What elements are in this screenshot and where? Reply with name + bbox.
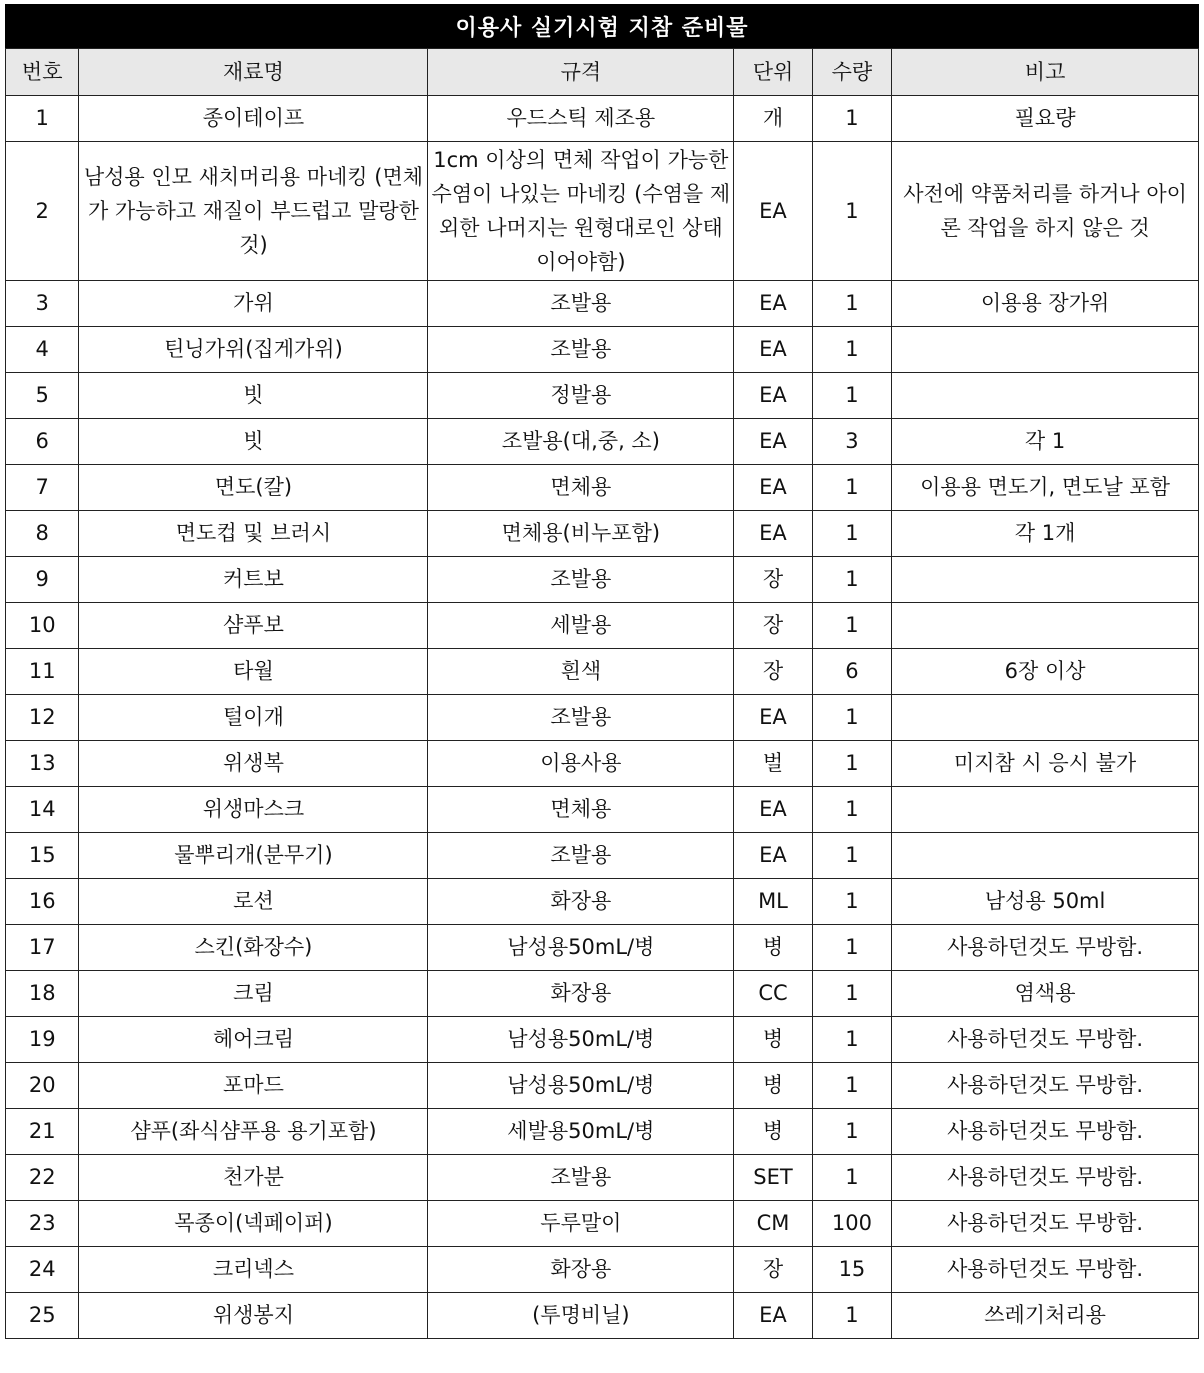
cell-note	[892, 787, 1199, 833]
table-row	[6, 327, 1199, 373]
cell-note: 6장 이상	[892, 649, 1199, 695]
cell-unit: EA	[734, 419, 812, 465]
cell-name: 면도컵 및 브러시	[79, 511, 428, 557]
cell-note: 사용하던것도 무방함.	[892, 1109, 1199, 1155]
cell-note: 쓰레기처리용	[892, 1293, 1199, 1339]
cell-unit: 병	[734, 1063, 812, 1109]
table-row	[6, 603, 1199, 649]
table-row	[6, 1017, 1199, 1063]
cell-note: 미지참 시 응시 불가	[892, 741, 1199, 787]
cell-unit: EA	[734, 695, 812, 741]
cell-qty: 1	[812, 695, 891, 741]
cell-no: 7	[6, 465, 79, 511]
cell-name: 목종이(넥페이퍼)	[79, 1201, 428, 1247]
cell-name: 털이개	[79, 695, 428, 741]
cell-no: 18	[6, 971, 79, 1017]
cell-spec: (투명비닐)	[428, 1293, 734, 1339]
cell-no: 10	[6, 603, 79, 649]
table-row	[6, 1063, 1199, 1109]
header-spec: 규격	[428, 49, 734, 96]
cell-name: 위생복	[79, 741, 428, 787]
cell-name: 물뿌리개(분무기)	[79, 833, 428, 879]
cell-name: 면도(칼)	[79, 465, 428, 511]
table-body	[6, 96, 1199, 1339]
cell-name: 샴푸(좌식샴푸용 용기포함)	[79, 1109, 428, 1155]
supplies-table	[5, 48, 1199, 1339]
cell-no: 17	[6, 925, 79, 971]
cell-name: 로션	[79, 879, 428, 925]
cell-unit: 병	[734, 1017, 812, 1063]
cell-qty: 1	[812, 741, 891, 787]
cell-no: 8	[6, 511, 79, 557]
cell-name: 타월	[79, 649, 428, 695]
cell-name: 크림	[79, 971, 428, 1017]
cell-qty: 1	[812, 1155, 891, 1201]
cell-note: 사전에 약품처리를 하거나 아이론 작업을 하지 않은 것	[892, 142, 1199, 281]
table-row	[6, 695, 1199, 741]
cell-unit: 병	[734, 925, 812, 971]
cell-qty: 1	[812, 833, 891, 879]
cell-note: 각 1개	[892, 511, 1199, 557]
table-row	[6, 1155, 1199, 1201]
cell-no: 15	[6, 833, 79, 879]
cell-note: 사용하던것도 무방함.	[892, 1063, 1199, 1109]
cell-qty: 1	[812, 327, 891, 373]
header-no: 번호	[6, 49, 79, 96]
cell-note	[892, 833, 1199, 879]
table-row	[6, 373, 1199, 419]
cell-no: 22	[6, 1155, 79, 1201]
cell-note	[892, 327, 1199, 373]
supplies-sheet	[5, 4, 1199, 1339]
header-qty: 수량	[812, 49, 891, 96]
cell-note: 염색용	[892, 971, 1199, 1017]
header-note: 비고	[892, 49, 1199, 96]
cell-spec: 조발용	[428, 281, 734, 327]
cell-name: 남성용 인모 새치머리용 마네킹 (면체가 가능하고 재질이 부드럽고 말랑한 것)	[79, 142, 428, 281]
cell-unit: EA	[734, 1293, 812, 1339]
cell-qty: 1	[812, 1109, 891, 1155]
cell-name: 포마드	[79, 1063, 428, 1109]
cell-name: 커트보	[79, 557, 428, 603]
cell-spec: 우드스틱 제조용	[428, 96, 734, 142]
cell-qty: 1	[812, 96, 891, 142]
table-row	[6, 465, 1199, 511]
cell-qty: 1	[812, 1063, 891, 1109]
table-row	[6, 1201, 1199, 1247]
cell-no: 9	[6, 557, 79, 603]
cell-note	[892, 603, 1199, 649]
cell-no: 11	[6, 649, 79, 695]
cell-unit: 병	[734, 1109, 812, 1155]
table-row	[6, 649, 1199, 695]
table-row	[6, 971, 1199, 1017]
cell-spec: 화장용	[428, 879, 734, 925]
cell-spec: 조발용	[428, 557, 734, 603]
cell-no: 23	[6, 1201, 79, 1247]
cell-spec: 흰색	[428, 649, 734, 695]
cell-unit: CC	[734, 971, 812, 1017]
cell-note	[892, 695, 1199, 741]
cell-spec: 남성용50mL/병	[428, 1063, 734, 1109]
cell-no: 5	[6, 373, 79, 419]
cell-name: 위생봉지	[79, 1293, 428, 1339]
cell-note: 남성용 50ml	[892, 879, 1199, 925]
cell-unit: 벌	[734, 741, 812, 787]
cell-note: 사용하던것도 무방함.	[892, 1017, 1199, 1063]
cell-note: 사용하던것도 무방함.	[892, 1201, 1199, 1247]
cell-note: 이용용 면도기, 면도날 포함	[892, 465, 1199, 511]
cell-note: 필요량	[892, 96, 1199, 142]
cell-qty: 1	[812, 142, 891, 281]
cell-no: 16	[6, 879, 79, 925]
table-row	[6, 557, 1199, 603]
table-row	[6, 281, 1199, 327]
cell-spec: 정발용	[428, 373, 734, 419]
cell-name: 가위	[79, 281, 428, 327]
cell-no: 6	[6, 419, 79, 465]
cell-no: 1	[6, 96, 79, 142]
cell-qty: 1	[812, 603, 891, 649]
cell-no: 19	[6, 1017, 79, 1063]
table-row	[6, 96, 1199, 142]
header-name: 재료명	[79, 49, 428, 96]
cell-qty: 1	[812, 925, 891, 971]
cell-unit: 장	[734, 603, 812, 649]
cell-spec: 면체용	[428, 787, 734, 833]
cell-no: 14	[6, 787, 79, 833]
cell-qty: 1	[812, 971, 891, 1017]
cell-qty: 3	[812, 419, 891, 465]
cell-spec: 조발용	[428, 327, 734, 373]
cell-qty: 1	[812, 465, 891, 511]
cell-qty: 1	[812, 281, 891, 327]
cell-note: 사용하던것도 무방함.	[892, 925, 1199, 971]
cell-qty: 1	[812, 557, 891, 603]
cell-qty: 15	[812, 1247, 891, 1293]
cell-name: 빗	[79, 373, 428, 419]
cell-unit: 개	[734, 96, 812, 142]
cell-unit: EA	[734, 142, 812, 281]
cell-unit: EA	[734, 281, 812, 327]
cell-qty: 1	[812, 879, 891, 925]
cell-note: 이용용 장가위	[892, 281, 1199, 327]
cell-spec: 화장용	[428, 971, 734, 1017]
cell-no: 3	[6, 281, 79, 327]
cell-spec: 조발용	[428, 833, 734, 879]
cell-spec: 이용사용	[428, 741, 734, 787]
table-row	[6, 833, 1199, 879]
table-row	[6, 1247, 1199, 1293]
cell-spec: 조발용	[428, 695, 734, 741]
cell-qty: 1	[812, 787, 891, 833]
cell-unit: SET	[734, 1155, 812, 1201]
table-row	[6, 741, 1199, 787]
cell-unit: EA	[734, 511, 812, 557]
cell-spec: 면체용	[428, 465, 734, 511]
sheet-title: 이용사 실기시험 지참 준비물	[5, 4, 1199, 48]
cell-unit: EA	[734, 373, 812, 419]
cell-qty: 1	[812, 511, 891, 557]
cell-unit: 장	[734, 649, 812, 695]
cell-note	[892, 557, 1199, 603]
cell-note: 사용하던것도 무방함.	[892, 1155, 1199, 1201]
cell-name: 크리넥스	[79, 1247, 428, 1293]
cell-qty: 1	[812, 373, 891, 419]
cell-name: 종이테이프	[79, 96, 428, 142]
cell-qty: 1	[812, 1017, 891, 1063]
cell-unit: CM	[734, 1201, 812, 1247]
cell-spec: 세발용	[428, 603, 734, 649]
cell-unit: ML	[734, 879, 812, 925]
cell-unit: 장	[734, 1247, 812, 1293]
cell-qty: 1	[812, 1293, 891, 1339]
table-row	[6, 142, 1199, 281]
table-row	[6, 419, 1199, 465]
cell-spec: 1cm 이상의 면체 작업이 가능한 수염이 나있는 마네킹 (수염을 제외한 나머지는 원형대로인 상태이어야함)	[428, 142, 734, 281]
cell-unit: EA	[734, 787, 812, 833]
cell-no: 13	[6, 741, 79, 787]
cell-spec: 조발용(대,중, 소)	[428, 419, 734, 465]
cell-no: 20	[6, 1063, 79, 1109]
cell-name: 틴닝가위(집게가위)	[79, 327, 428, 373]
cell-no: 2	[6, 142, 79, 281]
cell-name: 헤어크림	[79, 1017, 428, 1063]
table-row	[6, 511, 1199, 557]
cell-name: 빗	[79, 419, 428, 465]
cell-spec: 조발용	[428, 1155, 734, 1201]
cell-note: 사용하던것도 무방함.	[892, 1247, 1199, 1293]
cell-spec: 화장용	[428, 1247, 734, 1293]
cell-name: 위생마스크	[79, 787, 428, 833]
cell-note: 각 1	[892, 419, 1199, 465]
cell-no: 21	[6, 1109, 79, 1155]
cell-spec: 남성용50mL/병	[428, 1017, 734, 1063]
cell-name: 스킨(화장수)	[79, 925, 428, 971]
header-unit: 단위	[734, 49, 812, 96]
table-row	[6, 787, 1199, 833]
cell-note	[892, 373, 1199, 419]
header-row	[6, 49, 1199, 96]
cell-unit: EA	[734, 465, 812, 511]
cell-no: 4	[6, 327, 79, 373]
table-row	[6, 925, 1199, 971]
cell-qty: 100	[812, 1201, 891, 1247]
table-row	[6, 879, 1199, 925]
cell-spec: 면체용(비누포함)	[428, 511, 734, 557]
cell-name: 천가분	[79, 1155, 428, 1201]
cell-name: 샴푸보	[79, 603, 428, 649]
cell-spec: 남성용50mL/병	[428, 925, 734, 971]
cell-unit: EA	[734, 833, 812, 879]
cell-no: 25	[6, 1293, 79, 1339]
cell-spec: 두루말이	[428, 1201, 734, 1247]
cell-no: 12	[6, 695, 79, 741]
cell-unit: EA	[734, 327, 812, 373]
table-row	[6, 1109, 1199, 1155]
table-row	[6, 1293, 1199, 1339]
cell-unit: 장	[734, 557, 812, 603]
cell-qty: 6	[812, 649, 891, 695]
cell-no: 24	[6, 1247, 79, 1293]
cell-spec: 세발용50mL/병	[428, 1109, 734, 1155]
